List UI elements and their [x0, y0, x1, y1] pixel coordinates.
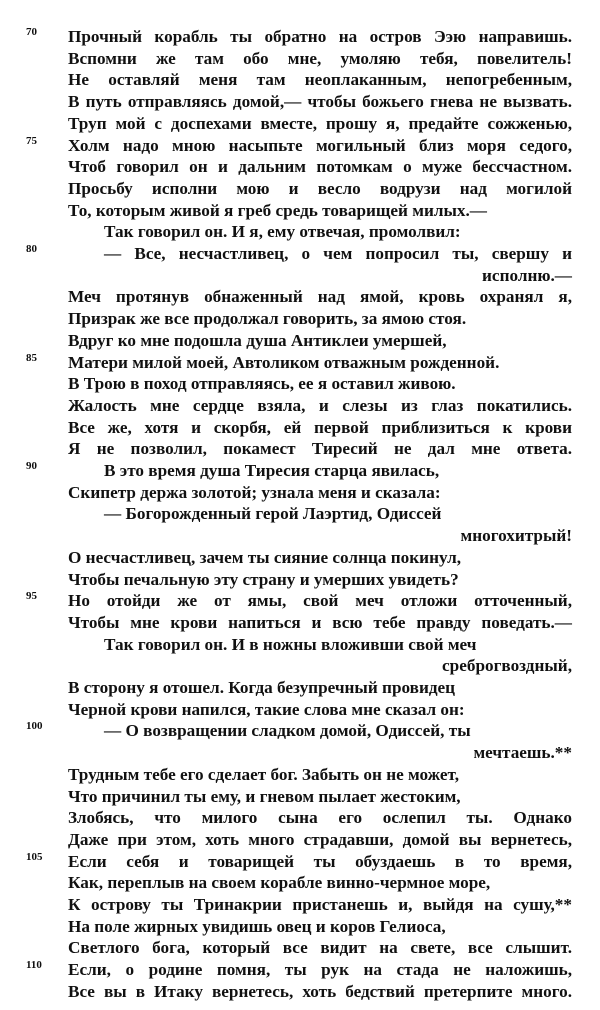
verse-line: [0, 590, 600, 612]
verse-text: Меч протянув обнаженный над ямой, кровь охранял я,: [68, 287, 572, 307]
verse-line: [0, 91, 600, 113]
verse-line: [0, 156, 600, 178]
verse-text: Я не позволил, покамест Тиресий не дал мне ответа.: [68, 439, 572, 459]
verse-text: — Все, несчастливец, о чем попросил ты, свершу и: [104, 244, 572, 263]
verse-line-continuation: [0, 265, 600, 287]
verse-line: [0, 460, 600, 482]
verse-line: [0, 200, 600, 222]
verse-line: [0, 286, 600, 308]
verse-line: [0, 417, 600, 439]
verse-line: [0, 764, 600, 786]
verse-text: Чтобы мне крови напиться и всю тебе правду поведать.—: [68, 612, 572, 632]
verse-line: [0, 872, 600, 894]
verse-line: [0, 48, 600, 70]
verse-text: Злобясь, что милого сына его ослепил ты. Однако: [68, 808, 572, 828]
line-number: 90: [26, 460, 37, 472]
line-number: 100: [26, 720, 43, 733]
verse-line: [0, 373, 600, 395]
verse-text: В это время душа Тиресия старца явилась,: [104, 461, 440, 480]
verse-line: [0, 677, 600, 699]
verse-text: Если себя и товарищей ты обуздаешь в то время,: [68, 851, 572, 871]
verse-text: Прочный корабль ты обратно на остров Ээю направишь.: [68, 27, 572, 46]
line-number: 70: [26, 26, 37, 38]
verse-line: [0, 221, 600, 243]
verse-line: [0, 916, 600, 938]
verse-line: [0, 720, 600, 742]
verse-line: [0, 438, 600, 460]
verse-line: [0, 959, 600, 981]
verse-text: В путь отправляясь домой,— чтобы божьего гнева не вызвать.: [68, 92, 572, 112]
verse-line: [0, 352, 600, 374]
verse-text: — Богорожденный герой Лаэртид, Одиссей: [104, 504, 442, 524]
verse-text: Труп мой с доспехами вместе, прошу я, предайте сожженью,: [68, 113, 572, 133]
verse-line: [0, 330, 600, 352]
verse-text: О несчастливец, зачем ты сияние солнца покинул,: [68, 547, 462, 567]
verse-text: Что причинил ты ему, и гневом пылает жестоким,: [68, 786, 461, 806]
verse-line: [0, 786, 600, 808]
verse-text: Даже при этом, хоть много страдавши, домой вы вернетесь,: [68, 829, 572, 849]
verse-line: [0, 26, 600, 48]
verse-line: [0, 243, 600, 265]
verse-line: [0, 308, 600, 330]
verse-text: На поле жирных увидишь овец и коров Гелиоса,: [68, 916, 446, 936]
verse-text: Скипетр держа золотой; узнала меня и сказала:: [68, 482, 441, 502]
verse-text: многохитрый!: [460, 526, 572, 546]
line-number: 75: [26, 134, 37, 147]
verse-line: [0, 634, 600, 656]
verse-text: Так говорил он. И в ножны вложивши свой меч: [104, 634, 477, 654]
verse-line: [0, 69, 600, 91]
verse-text: Жалость мне сердце взяла, и слезы из глаз покатились.: [68, 395, 572, 415]
verse-text: Все вы в Итаку вернетесь, хоть бедствий претерпите много.: [68, 981, 572, 1001]
line-number: 105: [26, 850, 43, 863]
verse-text: Чтоб говорил он и дальним потомкам о муже бессчастном.: [68, 157, 572, 177]
verse-text: Вдруг ко мне подошла душа Антиклеи умершей,: [68, 330, 447, 350]
verse-line: [0, 547, 600, 569]
verse-text: В сторону я отошел. Когда безупречный провидец: [68, 678, 456, 697]
verse-text: Просьбу исполни мою и весло водрузи над могилой: [68, 178, 572, 198]
line-number: 110: [26, 959, 42, 972]
verse-text: Холм надо мною насыпьте могильный близ моря седого,: [68, 135, 572, 155]
verse-text: Но отойди же от ямы, свой меч отложи отточенный,: [68, 591, 572, 611]
verse-line: [0, 851, 600, 873]
verse-line: [0, 482, 600, 504]
verse-text: Так говорил он. И я, ему отвечая, промолвил:: [104, 222, 461, 242]
verse-text: К острову ты Тринакрии пристанешь и, выйдя на сушу,**: [68, 895, 572, 914]
verse-text: — О возвращении сладком домой, Одиссей, ты: [104, 721, 471, 741]
verse-text: Черной крови напился, такие слова мне сказал он:: [68, 699, 465, 719]
verse-line: [0, 981, 600, 1003]
verse-text: среброгвоздный,: [442, 656, 572, 676]
verse-text: мечтаешь.**: [473, 743, 572, 763]
verse-line: [0, 612, 600, 634]
verse-line: [0, 135, 600, 157]
line-number: 95: [26, 590, 37, 603]
verse-line: [0, 113, 600, 135]
verse-line: [0, 829, 600, 851]
verse-line: [0, 503, 600, 525]
verse-text: В Трою в поход отправляясь, ее я оставил живою.: [68, 374, 456, 394]
verse-line-continuation: [0, 525, 600, 547]
verse-text: исполню.—: [482, 265, 572, 285]
verse-text: Чтобы печальную эту страну и умерших увидеть?: [68, 569, 459, 589]
verse-text: Призрак же все продолжал говорить, за ямою стоя.: [68, 309, 467, 329]
verse-line: [0, 569, 600, 591]
verse-text: Все же, хотя и скорбя, ей первой приблизиться к крови: [68, 417, 572, 437]
verse-text: Светлого бога, который все видит на свете, все слышит.: [68, 938, 572, 958]
verse-text: Как, переплыв на своем корабле винно-чермное море,: [68, 873, 491, 893]
verse-line: [0, 894, 600, 916]
verse-line: [0, 937, 600, 959]
line-number: 80: [26, 243, 37, 255]
verse-line-continuation: [0, 655, 600, 677]
verse-line: [0, 699, 600, 721]
verse-line: [0, 178, 600, 200]
verse-text: Трудным тебе его сделает бог. Забыть он не может,: [68, 764, 459, 784]
verse-line: [0, 807, 600, 829]
line-number: 85: [26, 351, 37, 364]
verse-line-continuation: [0, 742, 600, 764]
verse-text: Матери милой моей, Автоликом отважным рожденной.: [68, 352, 500, 372]
verse-text: Не оставляй меня там неоплаканным, непогребенным,: [68, 70, 572, 90]
verse-text: То, которым живой я греб средь товарищей милых.—: [68, 200, 487, 220]
verse-text: Если, о родине помня, ты рук на стада не наложишь,: [68, 960, 572, 980]
verse-text: Вспомни же там обо мне, умоляю тебя, повелитель!: [68, 48, 572, 68]
verse-line: [0, 395, 600, 417]
